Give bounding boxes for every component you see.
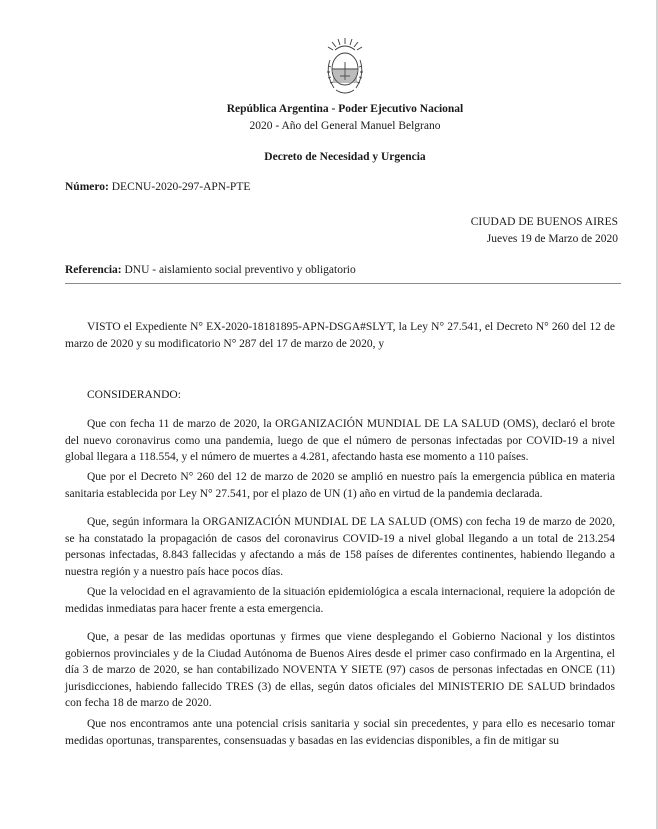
numero-value: DECNU-2020-297-APN-PTE bbox=[111, 181, 251, 193]
place-line: CIUDAD DE BUENOS AIRES bbox=[470, 216, 618, 228]
numero-line bbox=[65, 181, 250, 193]
considerando-paragraph-6 bbox=[65, 716, 615, 749]
considerando-paragraph-1 bbox=[65, 416, 615, 466]
referencia-line bbox=[65, 264, 356, 276]
considerando-paragraph-4 bbox=[65, 584, 615, 617]
visto-paragraph bbox=[65, 319, 615, 352]
paragraph-3-text: Que, según informara la ORGANIZACIÓN MUNDIAL DE LA SALUD (OMS) con fecha 19 de marzo de 2020, se ha constatado la propagación de casos del coronavirus COVID-19 a nivel global llegando a un total de 213.254 personas infectadas, 8.843 fallecidas y afectando a más de 158 países de diferentes continentes, habiendo llegando a nuestra región y a nuestro país hace pocos días. bbox=[65, 516, 615, 578]
considerando-paragraph-2 bbox=[65, 469, 615, 502]
republic-heading: República Argentina - Poder Ejecutivo Nacional bbox=[226, 103, 464, 115]
referencia-label: Referencia: bbox=[65, 264, 122, 276]
numero-label: Número: bbox=[65, 181, 109, 193]
paragraph-2-text: Que por el Decreto N° 260 del 12 de marzo de 2020 se amplió en nuestro país la emergencia pública en materia sanitaria establecida por Ley N° 27.541, por el plazo de UN (1) año en virtud de la pandemia declarada. bbox=[65, 471, 615, 500]
paragraph-4-text: Que la velocidad en el agravamiento de la situación epidemiológica a escala internacional, requiere la adopción de medidas inmediatas para hacer frente a esta emergencia. bbox=[65, 586, 615, 615]
date-line: Jueves 19 de Marzo de 2020 bbox=[486, 233, 618, 245]
separator-rule bbox=[65, 283, 621, 284]
paragraph-5-text: Que, a pesar de las medidas oportunas y firmes que viene desplegando el Gobierno Nacional y los distintos gobiernos provinciales y de la Ciudad Autónoma de Buenos Aires desde el primer caso confirmado en la Argentina, el día 3 de marzo de 2020, se han contabilizado NOVENTA Y SIETE (97) casos de personas infectadas en ONCE (11) jurisdicciones, habiendo fallecido TRES (3) de ellas, según datos oficiales del MINISTERIO DE SALUD brindados con fecha 18 de marzo de 2020. bbox=[65, 631, 615, 709]
decree-type-title: Decreto de Necesidad y Urgencia bbox=[264, 151, 426, 163]
considerando-heading: CONSIDERANDO: bbox=[87, 389, 181, 401]
national-coat-of-arms-emblem bbox=[320, 36, 370, 98]
paragraph-1-text: Que con fecha 11 de marzo de 2020, la ORGANIZACIÓN MUNDIAL DE LA SALUD (OMS), declaró el brote del nuevo coronavirus como una pandemia, luego de que el número de personas infectadas por COVID-19 a nivel global llegara a 118.554, y el número de muertes a 4.281, afectando hasta ese momento a 110 países. bbox=[65, 418, 615, 463]
paragraph-6-text: Que nos encontramos ante una potencial crisis sanitaria y social sin precedentes, y para ello es necesario tomar medidas oportunas, transparentes, consensuadas y basadas en las evidencias disponibles, a fin de mitigar su bbox=[65, 718, 615, 747]
visto-text: VISTO el Expediente N° EX-2020-18181895-APN-DSGA#SLYT, la Ley N° 27.541, el Decreto N° 260 del 12 de marzo de 2020 y su modificatorio N° 287 del 17 de marzo de 2020, y bbox=[65, 321, 615, 350]
year-motto: 2020 - Año del General Manuel Belgrano bbox=[249, 120, 441, 132]
considerando-paragraph-3 bbox=[65, 514, 615, 580]
referencia-value: DNU - aislamiento social preventivo y obligatorio bbox=[124, 264, 356, 276]
considerando-paragraph-5 bbox=[65, 629, 615, 712]
